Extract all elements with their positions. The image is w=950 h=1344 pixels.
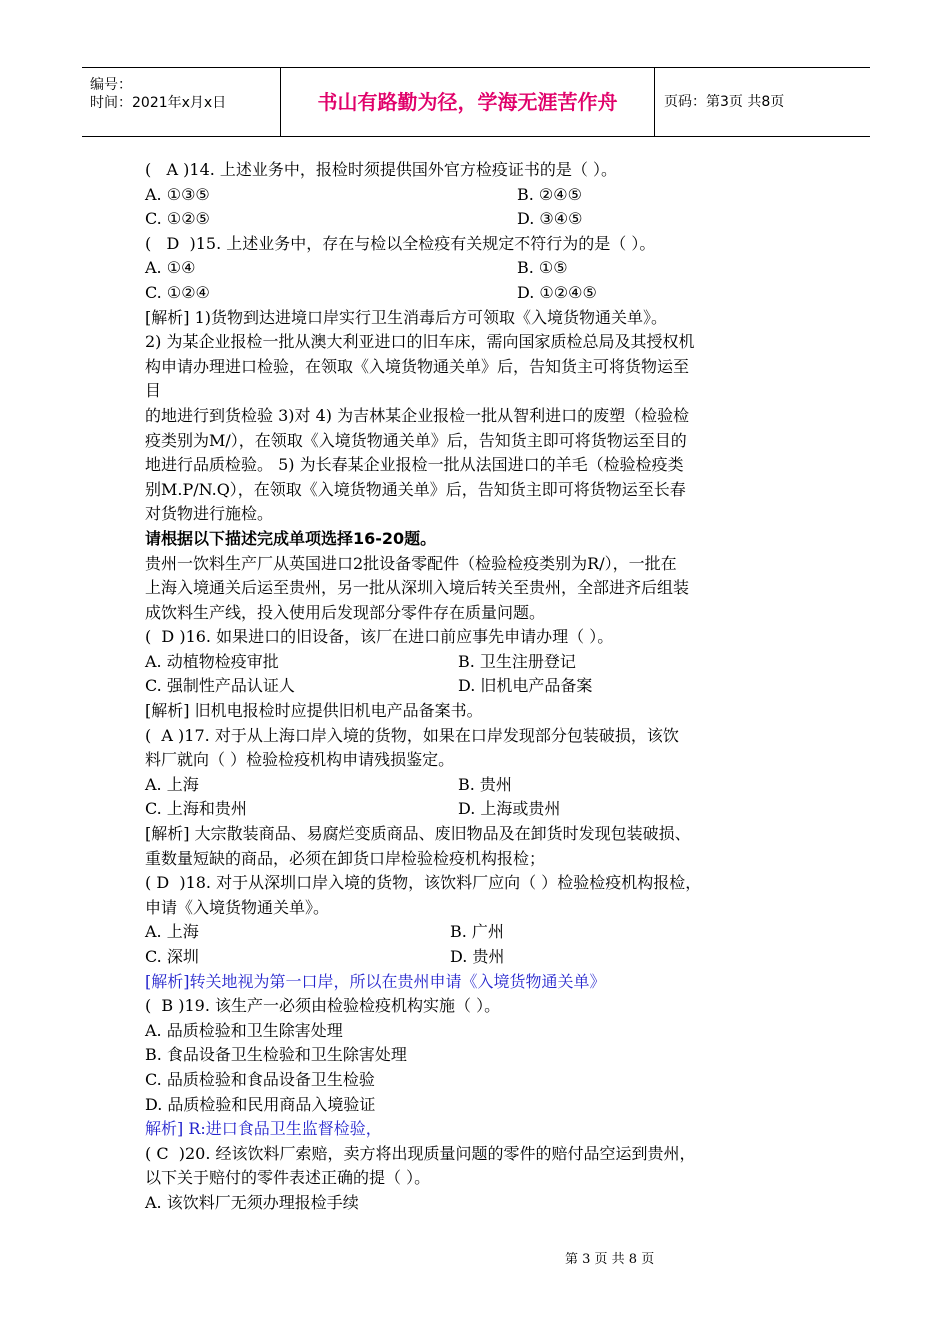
option-left: C. 强制性产品认证人 [145, 676, 295, 696]
text-line [145, 207, 825, 232]
text-line: 疫类别为M/），在领取《入境货物通关单》后，告知货主即可将货物运至目的 [145, 430, 687, 450]
text-line: 的地进行到货检验 3)对 4) 为吉林某企业报检一批从智利进口的废塑（检验检 [145, 405, 690, 425]
text-line [145, 945, 825, 970]
option-right: D. 旧机电产品备案 [458, 676, 593, 696]
header-motto: 书山有路勤为径，学海无涯苦作舟 [281, 68, 655, 136]
text-line: 对货物进行施检。 [145, 504, 274, 524]
text-line: 以下关于赔付的零件表述正确的提（ ）。 [145, 1168, 431, 1188]
text-line [145, 674, 825, 699]
option-left: C. ①②④ [145, 282, 210, 302]
text-line: 成饮料生产线，投入使用后发现部分零件存在质量问题。 [145, 602, 546, 622]
text-line: ( B )19. 该生产一必须由检验检疫机构实施（ ）。 [145, 996, 501, 1016]
option-left: A. 动植物检疫审批 [145, 651, 279, 671]
option-right: D. ③④⑤ [517, 209, 583, 229]
text-line: B. 食品设备卫生检验和卫生除害处理 [145, 1045, 407, 1065]
text-line [145, 183, 825, 208]
text-line: C. 品质检验和食品设备卫生检验 [145, 1069, 375, 1089]
text-line: ( D )16. 如果进口的旧设备，该厂在进口前应事先申请办理（ ）。 [145, 627, 614, 647]
text-line: 贵州一饮料生产厂从英国进口2批设备零配件（检验检疫类别为R/），一批在 [145, 553, 677, 573]
text-line: ( D )18. 对于从深圳口岸入境的货物，该饮料厂应向（ ）检验检疫机构报检， [145, 873, 702, 893]
option-left: A. 上海 [145, 922, 199, 942]
document-body [145, 158, 825, 1216]
page-header [82, 67, 870, 137]
text-line: 请根据以下描述完成单项选择16-20题。 [145, 528, 437, 548]
text-line [145, 256, 825, 281]
option-left: C. ①②⑤ [145, 209, 210, 229]
text-line: 上海入境通关后运至贵州，另一批从深圳入境后转关至贵州，全部进齐后组装 [145, 578, 690, 598]
option-left: A. 上海 [145, 774, 199, 794]
page-footer: 第 3 页 共 8 页 [565, 1252, 655, 1267]
text-line: D. 品质检验和民用商品入境验证 [145, 1094, 376, 1114]
text-line: 料厂就向（ ）检验检疫机构申请残损鉴定。 [145, 750, 455, 770]
date-label: 时间：2021年x月x日 [90, 95, 227, 111]
option-left: A. ①③⑤ [145, 184, 210, 204]
text-line: [解析] 旧机电报检时应提供旧机电产品备案书。 [145, 701, 483, 721]
text-line: A. 该饮料厂无须办理报检手续 [145, 1192, 359, 1212]
option-right: D. ①②④⑤ [517, 282, 597, 302]
text-line: 构申请办理进口检验，在领取《入境货物通关单》后，告知货主可将货物运至 [145, 356, 690, 376]
option-right: B. 贵州 [458, 774, 512, 794]
option-right: D. 贵州 [450, 947, 505, 966]
text-line: 解析] R:进口食品卫生监督检验， [145, 1119, 382, 1139]
option-right: B. ②④⑤ [517, 184, 582, 204]
text-line: A. 品质检验和卫生除害处理 [145, 1020, 343, 1040]
text-line [145, 797, 825, 822]
text-line: ( A )17. 对于从上海口岸入境的货物，如果在口岸发现部分包装破损，该饮 [145, 725, 679, 745]
text-line: 目 [145, 381, 162, 401]
text-line: 2) 为某企业报检一批从澳大利亚进口的旧车床，需向国家质检总局及其授权机 [145, 332, 695, 352]
text-line [145, 650, 825, 675]
text-line: 地进行品质检验。 5) 为长春某企业报检一批从法国进口的羊毛（检验检疫类 [145, 455, 684, 475]
header-meta-cell [82, 68, 281, 136]
text-line [145, 773, 825, 798]
header-page-label: 页码：第3页 共8页 [664, 94, 785, 110]
text-line: ( C )20. 经该饮料厂索赔，卖方将出现质量问题的零件的赔付品空运到贵州， [145, 1143, 696, 1163]
text-line: ( A )14. 上述业务中，报检时须提供国外官方检疫证书的是（ ）。 [145, 160, 618, 179]
option-right: B. ①⑤ [517, 258, 568, 278]
text-line: [解析] 大宗散装商品、易腐烂变质商品、废旧物品及在卸货时发现包装破损、 [145, 824, 691, 844]
option-right: B. 卫生注册登记 [458, 651, 576, 671]
text-line: 申请《入境货物通关单》。 [145, 897, 330, 917]
option-left: A. ①④ [145, 258, 196, 278]
option-left: C. 深圳 [145, 947, 199, 966]
text-line: ( D )15. 上述业务中，存在与检以全检疫有关规定不符行为的是（ ）。 [145, 233, 656, 253]
text-line: [解析]转关地视为第一口岸，所以在贵州申请《入境货物通关单》 [145, 971, 606, 991]
text-line: 别M.P/N.Q），在领取《入境货物通关单》后，告知货主即可将货物运至长春 [145, 479, 686, 499]
text-line: [解析] 1)货物到达进境口岸实行卫生消毒后方可领取《入境货物通关单》。 [145, 307, 667, 327]
text-line: 重数量短缺的商品，必须在卸货口岸检验检疫机构报检； [145, 848, 546, 868]
text-line [145, 281, 825, 306]
text-line [145, 920, 825, 945]
option-right: D. 上海或贵州 [458, 799, 561, 819]
option-left: C. 上海和贵州 [145, 799, 247, 819]
option-right: B. 广州 [450, 922, 504, 942]
number-label: 编号： [90, 77, 132, 93]
